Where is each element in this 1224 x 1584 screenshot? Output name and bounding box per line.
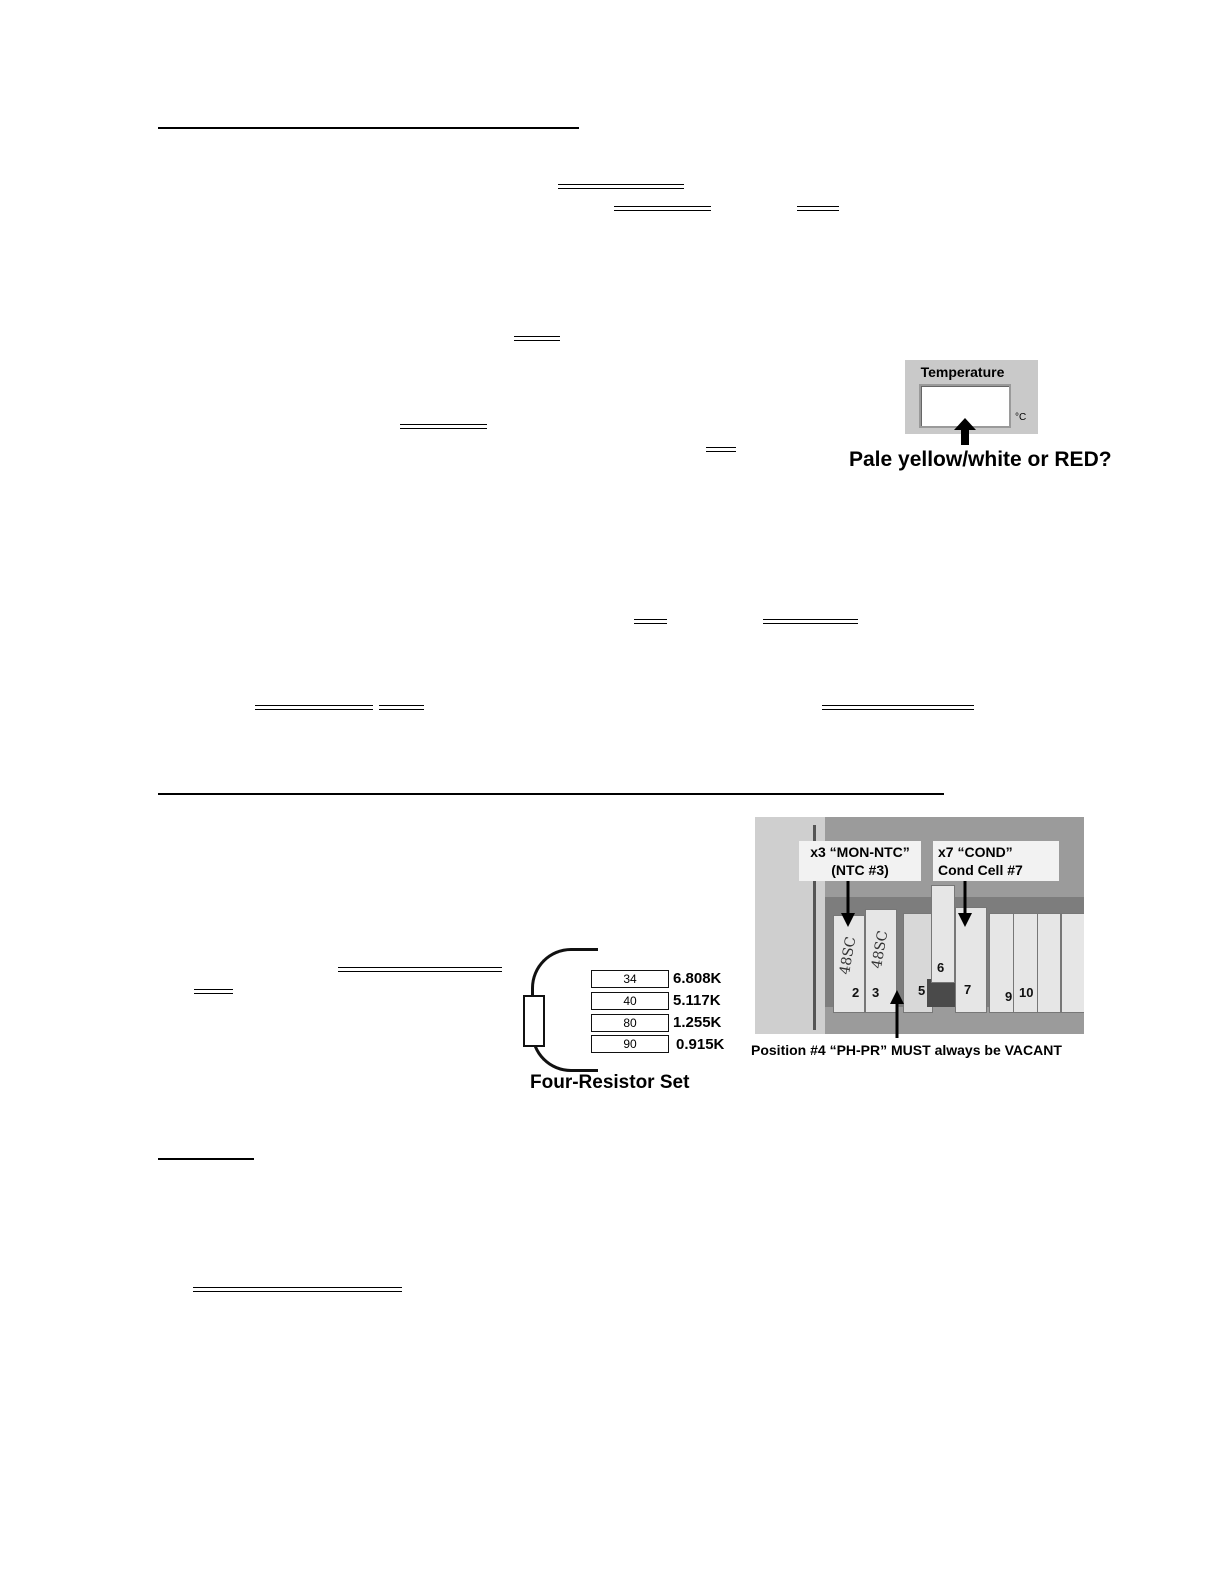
resistor-clip bbox=[523, 995, 545, 1047]
module-dark-block bbox=[927, 979, 955, 1007]
slot-number: 7 bbox=[964, 982, 972, 997]
module-slot-10 bbox=[1037, 913, 1061, 1013]
resistor-id: 80 bbox=[591, 1014, 669, 1032]
photo-label-cond bbox=[933, 841, 1059, 881]
blank-field bbox=[194, 989, 233, 994]
resistor-id: 34 bbox=[591, 970, 669, 988]
photo-label-mon-ntc bbox=[799, 841, 921, 881]
photo-caption: Position #4 “PH-PR” MUST always be VACANT bbox=[751, 1042, 1062, 1058]
blank-field bbox=[400, 424, 487, 429]
photo-label-line: (NTC #3) bbox=[831, 862, 889, 878]
resistor-id: 90 bbox=[591, 1035, 669, 1053]
module-slot-11 bbox=[1061, 913, 1084, 1013]
blank-field bbox=[338, 967, 502, 972]
section-heading-rule-2 bbox=[158, 793, 944, 795]
temperature-caption: Pale yellow/white or RED? bbox=[849, 448, 1112, 471]
blank-field bbox=[822, 705, 974, 710]
down-arrow-icon bbox=[958, 881, 972, 927]
temperature-title: Temperature bbox=[920, 364, 1005, 380]
resistor-value: 1.255K bbox=[673, 1014, 722, 1031]
blank-field bbox=[558, 184, 684, 189]
resistor-value: 0.915K bbox=[676, 1036, 725, 1053]
up-arrow-icon bbox=[890, 990, 904, 1038]
slot-number: 6 bbox=[937, 960, 945, 975]
blank-field bbox=[763, 619, 858, 624]
down-arrow-icon bbox=[841, 881, 855, 927]
photo-label-line: Cond Cell #7 bbox=[938, 862, 1023, 878]
slot-number: 2 bbox=[852, 985, 860, 1000]
blank-field bbox=[614, 206, 711, 211]
section-heading-rule-1 bbox=[158, 127, 579, 129]
slot-number: 10 bbox=[1019, 985, 1034, 1000]
slot-number: 9 bbox=[1005, 989, 1013, 1004]
blank-field bbox=[706, 447, 736, 452]
resistor-id: 40 bbox=[591, 992, 669, 1010]
resistor-set-caption: Four-Resistor Set bbox=[530, 1072, 690, 1093]
section-heading-rule-3 bbox=[158, 1158, 254, 1160]
module-photo bbox=[755, 817, 1084, 1034]
resistor-value: 6.808K bbox=[673, 970, 722, 987]
slot-number: 5 bbox=[918, 983, 926, 998]
handwritten-label: 48SC bbox=[869, 929, 892, 970]
up-arrow-icon bbox=[952, 416, 978, 446]
blank-field bbox=[193, 1287, 402, 1292]
temperature-unit: °C bbox=[1015, 412, 1027, 423]
blank-field bbox=[797, 206, 839, 211]
slot-number: 3 bbox=[872, 985, 880, 1000]
blank-field bbox=[255, 705, 373, 710]
handwritten-label: 48SC bbox=[837, 935, 860, 976]
photo-label-line: x3 “MON-NTC” bbox=[810, 844, 910, 860]
photo-label-line: x7 “COND” bbox=[938, 844, 1013, 860]
resistor-value: 5.117K bbox=[673, 992, 721, 1009]
blank-field bbox=[634, 619, 667, 624]
blank-field bbox=[514, 336, 560, 341]
blank-field bbox=[379, 705, 424, 710]
